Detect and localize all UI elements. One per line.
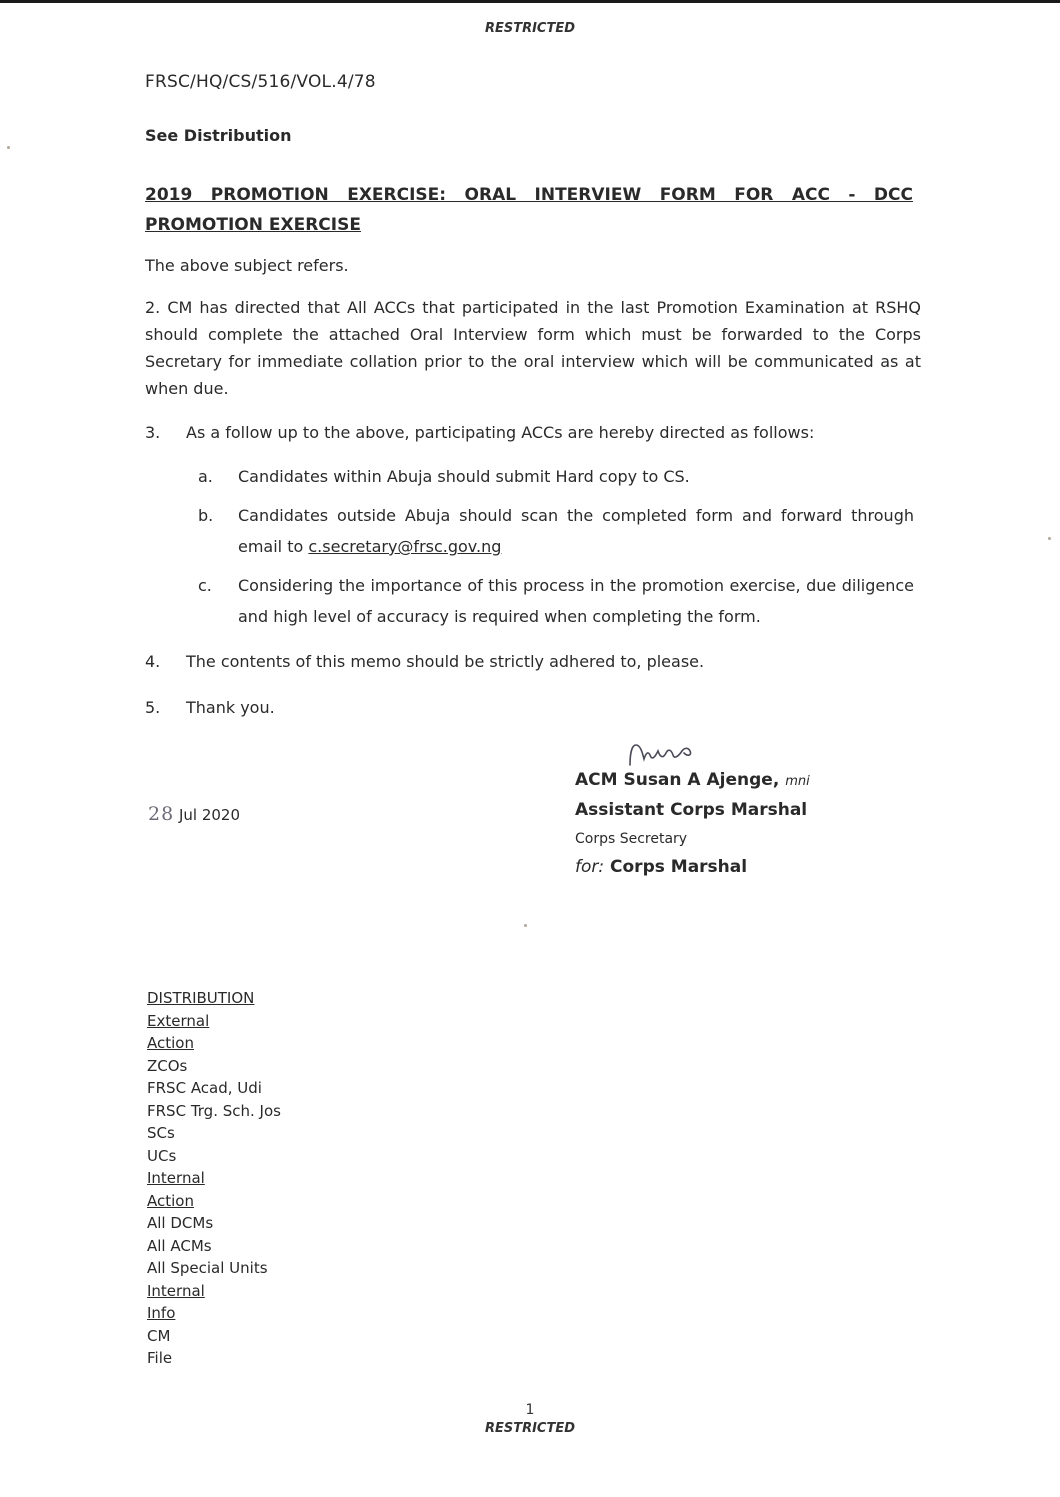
classification-header: RESTRICTED xyxy=(484,21,576,36)
memo-date xyxy=(148,803,240,825)
paragraph-2: 2. CM has directed that All ACCs that participated in the last Promotion Examination at RSHQ should complete the attached Oral Interview form which must be forwarded to the Corps Secretary for immediate collation prior to the oral interview which will be communicated as at when due. xyxy=(145,298,921,398)
reference-number: FRSC/HQ/CS/516/VOL.4/78 xyxy=(145,72,376,92)
page-number: 1 xyxy=(525,1402,535,1418)
distribution-heading: Internal xyxy=(147,1281,205,1300)
date-month-year: Jul 2020 xyxy=(178,806,241,824)
paragraph-text: Thank you. xyxy=(186,698,275,717)
email-link[interactable]: c.secretary@frsc.gov.ng xyxy=(308,537,502,556)
scan-speck xyxy=(7,146,10,149)
sub-item-letter: c. xyxy=(198,576,212,595)
signatory-suffix: mni xyxy=(785,774,810,789)
distribution-subheading: Action xyxy=(147,1034,194,1052)
paragraph-text: As a follow up to the above, participating ACCs are hereby directed as follows: xyxy=(186,423,815,442)
paragraph-number: 5. xyxy=(145,698,161,717)
distribution-subheading: Info xyxy=(147,1304,176,1322)
handwritten-signature xyxy=(622,733,722,773)
distribution-item: FRSC Acad, Udi xyxy=(147,1079,262,1097)
paragraph-number: 4. xyxy=(145,652,161,671)
sub-item-text-wrapper xyxy=(238,500,914,562)
scan-speck xyxy=(1048,537,1051,540)
distribution-item: FRSC Trg. Sch. Jos xyxy=(147,1101,281,1120)
distribution-subheading: Action xyxy=(147,1191,194,1210)
signatory-name xyxy=(575,770,810,790)
distribution-heading: External xyxy=(147,1011,210,1030)
distribution-item: File xyxy=(147,1349,173,1367)
signatory-rank: Assistant Corps Marshal xyxy=(575,800,808,820)
distribution-item: CM xyxy=(147,1326,171,1345)
memo-subject: 2019 PROMOTION EXERCISE: ORAL INTERVIEW FORM FOR ACC - DCC PROMOTION EXERCISE xyxy=(145,185,913,235)
intro-paragraph: The above subject refers. xyxy=(145,256,349,275)
sub-item-text: Considering the importance of this process in the promotion exercise, due diligence and high level of accuracy is required when completing the form. xyxy=(238,576,914,626)
scan-edge-line xyxy=(0,0,1060,3)
sub-item-text: Candidates within Abuja should submit Hard copy to CS. xyxy=(238,467,690,486)
classification-footer: RESTRICTED xyxy=(484,1421,576,1436)
signatory-appointment: Corps Secretary xyxy=(575,831,688,847)
sub-item-letter: b. xyxy=(198,506,214,525)
distribution-item: All ACMs xyxy=(147,1236,212,1255)
date-day: 28 xyxy=(148,803,175,825)
distribution-item: UCs xyxy=(147,1146,177,1165)
distribution-title: DISTRIBUTION xyxy=(147,989,255,1007)
distribution-item: ZCOs xyxy=(147,1056,188,1075)
paragraph-text: The contents of this memo should be strictly adhered to, please. xyxy=(186,652,705,671)
addressee: See Distribution xyxy=(145,126,292,145)
paragraph-number: 3. xyxy=(145,423,161,442)
signatory-for xyxy=(575,857,747,877)
for-text: Corps Marshal xyxy=(610,857,748,877)
sub-item-letter: a. xyxy=(198,467,213,486)
for-prefix: for: xyxy=(575,857,605,877)
signatory-name-text: ACM Susan A Ajenge, xyxy=(575,770,780,790)
distribution-item: SCs xyxy=(147,1124,175,1142)
distribution-item: All Special Units xyxy=(147,1259,268,1277)
distribution-list xyxy=(147,987,281,1370)
distribution-heading: Internal xyxy=(147,1169,205,1187)
sub-item-text: Candidates outside Abuja should scan the completed form and forward through email to xyxy=(238,506,914,556)
scan-speck xyxy=(524,924,527,927)
distribution-item: All DCMs xyxy=(147,1214,214,1232)
